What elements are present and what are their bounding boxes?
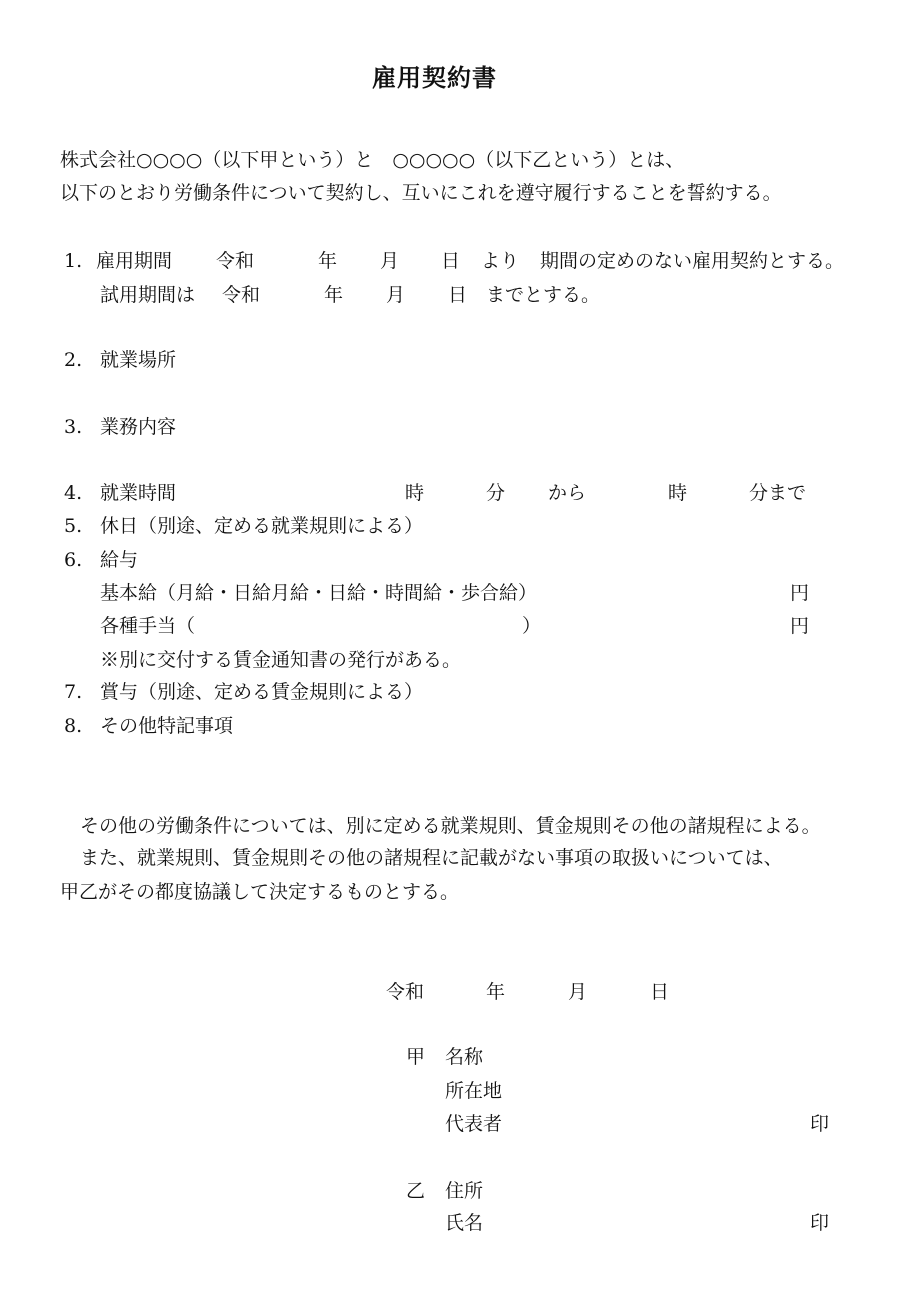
item8-label: その他特記事項 bbox=[100, 715, 234, 737]
item5-label: 休日（別途、定める就業規則による） bbox=[100, 515, 424, 537]
work-end-hour: 時 bbox=[668, 482, 688, 504]
party-a-representative-label: 代表者 bbox=[445, 1113, 503, 1135]
item1-label: 雇用期間 bbox=[96, 250, 173, 272]
wage-notice-note: ※別に交付する賃金通知書の発行がある。 bbox=[100, 649, 462, 671]
party-b-address-label: 住所 bbox=[445, 1180, 484, 1202]
allowance-close: ） bbox=[522, 615, 542, 637]
work-from: から bbox=[548, 482, 587, 504]
intro-line-2: 以下のとおり労働条件について契約し、互いにこれを遵守履行することを誓約する。 bbox=[60, 182, 782, 204]
trial-era: 令和 bbox=[222, 284, 261, 306]
item1-from: より bbox=[481, 250, 520, 272]
trial-month: 月 bbox=[386, 284, 406, 306]
sign-date-year: 年 bbox=[486, 981, 506, 1003]
base-salary-label: 基本給（月給・日給月給・日給・時間給・歩合給） bbox=[100, 582, 538, 604]
item1-number: 1. bbox=[64, 250, 83, 272]
item3-number: 3. bbox=[64, 416, 83, 438]
sign-date-day: 日 bbox=[650, 981, 670, 1003]
item1-description: 期間の定めのない雇用契約とする。 bbox=[540, 250, 845, 272]
item7-number: 7. bbox=[64, 681, 83, 703]
party-a-mark: 甲 bbox=[406, 1046, 426, 1068]
trial-day: 日 bbox=[448, 284, 468, 306]
allowance-label: 各種手当（ bbox=[100, 615, 196, 637]
item6-number: 6. bbox=[64, 549, 83, 571]
allowance-unit: 円 bbox=[790, 615, 810, 637]
item4-label: 就業時間 bbox=[100, 482, 177, 504]
item3-label: 業務内容 bbox=[100, 416, 177, 438]
base-salary-unit: 円 bbox=[790, 582, 810, 604]
sign-date-month: 月 bbox=[568, 981, 588, 1003]
document-title: 雇用契約書 bbox=[372, 63, 497, 92]
item7-label: 賞与（別途、定める賃金規則による） bbox=[100, 681, 424, 703]
item8-number: 8. bbox=[64, 715, 83, 737]
item6-label: 給与 bbox=[100, 549, 139, 571]
work-start-hour: 時 bbox=[405, 482, 425, 504]
item1-month: 月 bbox=[380, 250, 400, 272]
item2-label: 就業場所 bbox=[100, 349, 177, 371]
party-a-seal-mark: 印 bbox=[810, 1113, 830, 1135]
item1-era: 令和 bbox=[216, 250, 255, 272]
item5-number: 5. bbox=[64, 515, 83, 537]
closing-line-2: また、就業規則、賃金規則その他の諸規程に記載がない事項の取扱いについては、 bbox=[80, 847, 783, 869]
trial-year: 年 bbox=[324, 284, 344, 306]
party-b-seal-mark: 印 bbox=[810, 1212, 830, 1234]
item4-number: 4. bbox=[64, 482, 83, 504]
party-a-name-label: 名称 bbox=[445, 1046, 484, 1068]
trial-description: までとする。 bbox=[486, 284, 601, 306]
party-b-mark: 乙 bbox=[406, 1180, 426, 1202]
item1-day: 日 bbox=[441, 250, 461, 272]
item2-number: 2. bbox=[64, 349, 83, 371]
intro-line-1: 株式会社○○○○（以下甲という）と ○○○○○（以下乙という）とは、 bbox=[60, 149, 685, 171]
party-a-address-label: 所在地 bbox=[445, 1080, 503, 1102]
closing-line-1: その他の労働条件については、別に定める就業規則、賃金規則その他の諸規程による。 bbox=[80, 815, 821, 837]
closing-line-3: 甲乙がその都度協議して決定するものとする。 bbox=[60, 881, 460, 903]
party-b-name-label: 氏名 bbox=[445, 1212, 484, 1234]
work-end-minute: 分まで bbox=[749, 482, 807, 504]
work-start-minute: 分 bbox=[486, 482, 506, 504]
sign-date-era: 令和 bbox=[386, 981, 425, 1003]
trial-period-label: 試用期間は bbox=[100, 284, 196, 306]
item1-year: 年 bbox=[318, 250, 338, 272]
